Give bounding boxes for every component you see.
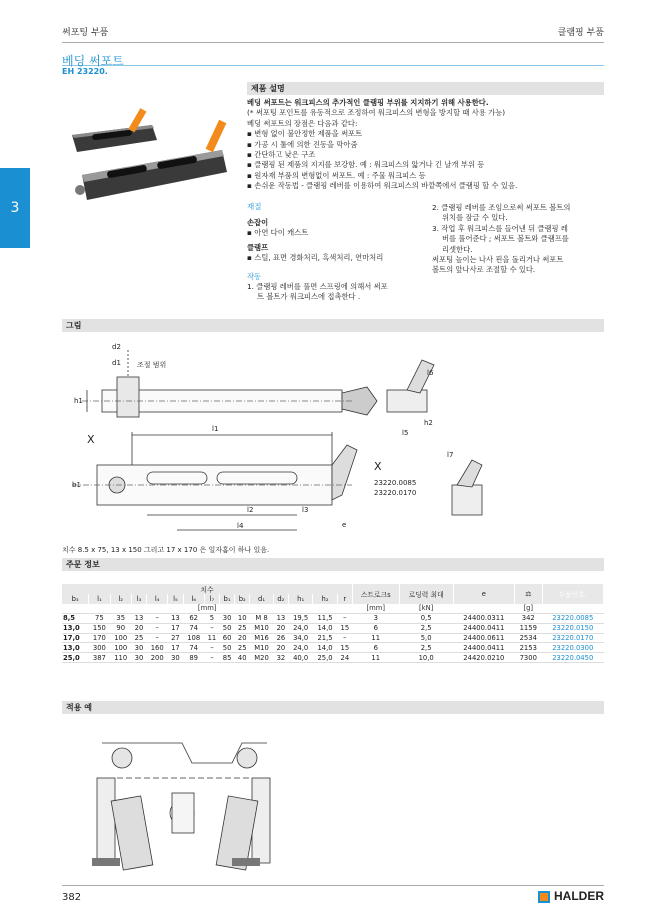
advantage-item: ▪ 가공 시 툴에 의한 진동을 막아줌 — [247, 139, 358, 149]
table-cell: 30 — [220, 614, 235, 624]
description-block — [247, 98, 607, 192]
table-cell: 1159 — [515, 623, 542, 633]
table-cell: 13,0 — [62, 643, 89, 653]
table-cell: 2534 — [515, 633, 542, 643]
table-row — [62, 614, 604, 624]
table-cell: 25,0 — [313, 653, 337, 663]
table-cell: 85 — [220, 653, 235, 663]
table-cell: 25 — [131, 633, 146, 643]
dim-label: l3 — [302, 506, 309, 514]
dim-label: e — [342, 521, 347, 529]
table-cell: 25 — [235, 623, 250, 633]
table-row — [62, 633, 604, 643]
part-number-cell: 23220.0450 — [542, 653, 604, 663]
column-header: b₂ — [235, 594, 250, 604]
table-cell: 13 — [273, 614, 288, 624]
title-underline — [62, 65, 604, 66]
adjust-range-label: 조절 범위 — [137, 361, 167, 369]
dimension-note: 치수 8.5 x 75, 13 x 150 그리고 17 x 170 은 일자홈이 하나 있음. — [62, 546, 270, 554]
advantage-item: ▪ 간단하고 낮은 구조 — [247, 150, 316, 160]
table-cell: – — [204, 643, 219, 653]
column-header: d₁ — [250, 594, 274, 604]
advantage-item: ▪ 변형 없이 불안정한 제품을 써포트 — [247, 129, 363, 139]
table-cell: 17 — [168, 623, 183, 633]
section-bar-order: 주문 정보 — [62, 558, 604, 571]
part-number-cell: 23220.0170 — [542, 633, 604, 643]
operation-line: 3. 작업 후 워크피스를 들어낸 뒤 클램핑 레 — [432, 223, 568, 233]
section-bar-drawing: 그림 — [62, 319, 604, 332]
operation-column — [432, 203, 607, 276]
footer-divider — [62, 885, 604, 886]
dim-label: d1 — [112, 359, 121, 367]
table-cell: 75 — [89, 614, 110, 624]
table-cell: 15 — [337, 623, 352, 633]
table-cell: 3 — [352, 614, 399, 624]
description-lead-note: (* 써포팅 포인트를 유동적으로 조정하여 워크피스의 변형을 방지할 때 사용 가능) — [247, 108, 506, 118]
brand-logo — [538, 889, 604, 903]
operation-line: 위치를 잠글 수 있다. — [442, 213, 508, 223]
dim-label: l2 — [247, 506, 254, 514]
table-cell: – — [204, 623, 219, 633]
table-cell: 170 — [89, 633, 110, 643]
table-cell: 35 — [110, 614, 131, 624]
table-cell: 20 — [235, 633, 250, 643]
table-cell: 5 — [204, 614, 219, 624]
table-cell: 21,5 — [313, 633, 337, 643]
table-cell: 20 — [273, 643, 288, 653]
operation-line: 볼트의 앞나사로 조절할 수 있다. — [432, 265, 536, 275]
units-cell: [kN] — [399, 604, 453, 614]
table-cell: 24,0 — [288, 643, 312, 653]
page-number: 382 — [62, 892, 82, 903]
table-cell: – — [204, 653, 219, 663]
dim-label: l1 — [212, 425, 219, 433]
table-cell: 10,0 — [399, 653, 453, 663]
table-cell: 32 — [273, 653, 288, 663]
table-cell: 2,5 — [399, 643, 453, 653]
column-header: l₆ — [183, 594, 204, 604]
table-cell: 24400.0411 — [453, 623, 514, 633]
table-cell: 11 — [352, 653, 399, 663]
table-cell: M16 — [250, 633, 274, 643]
table-cell: 27 — [168, 633, 183, 643]
table-cell: 24400.0611 — [453, 633, 514, 643]
dim-label: l7 — [447, 451, 454, 459]
table-cell: 160 — [147, 643, 168, 653]
table-cell: 24 — [337, 653, 352, 663]
table-cell: 30 — [168, 653, 183, 663]
operation-line: 2. 클램핑 레버를 조임으로써 써포트 볼트의 — [432, 203, 571, 212]
table-cell: 0,5 — [399, 614, 453, 624]
table-cell: 90 — [110, 623, 131, 633]
load-header: 로딩력 최대 — [399, 584, 453, 604]
table-row — [62, 653, 604, 663]
weight-icon: ⚖ — [515, 584, 542, 604]
column-header: l₁ — [89, 594, 110, 604]
table-cell: 7300 — [515, 653, 542, 663]
table-cell: 14,0 — [313, 623, 337, 633]
table-cell: 20 — [273, 623, 288, 633]
dim-label: b1 — [72, 481, 81, 489]
table-cell: M10 — [250, 623, 274, 633]
application-example-drawing — [62, 718, 292, 883]
dim-label: h2 — [424, 419, 433, 427]
table-cell: 24,0 — [288, 623, 312, 633]
table-cell: – — [337, 633, 352, 643]
table-cell: 89 — [183, 653, 204, 663]
table-cell: 2,5 — [399, 623, 453, 633]
operation-line: 버를 풀어준다 ; 써포트 볼트와 클램프를 — [442, 234, 569, 244]
table-cell: 13 — [168, 614, 183, 624]
table-cell: 6 — [352, 623, 399, 633]
header-divider — [62, 42, 604, 43]
table-cell: 60 — [220, 633, 235, 643]
column-header: l₂ — [110, 594, 131, 604]
table-cell: 24400.0411 — [453, 643, 514, 653]
table-cell: 40,0 — [288, 653, 312, 663]
table-cell: M 8 — [250, 614, 274, 624]
part-number-cell: 23220.0150 — [542, 623, 604, 633]
stroke-header: 스트로크s — [352, 584, 399, 604]
table-cell: 19,5 — [288, 614, 312, 624]
dim-label: h1 — [74, 397, 83, 405]
table-cell: 62 — [183, 614, 204, 624]
table-cell: 30 — [131, 643, 146, 653]
part-number-cell: 23220.0300 — [542, 643, 604, 653]
operation-heading: 작동 — [247, 271, 262, 281]
table-cell: 100 — [110, 643, 131, 653]
dim-label: l6 — [427, 369, 434, 377]
column-header: r — [337, 594, 352, 604]
table-cell: – — [147, 614, 168, 624]
table-cell: 24400.0311 — [453, 614, 514, 624]
table-cell: 387 — [89, 653, 110, 663]
table-cell: 300 — [89, 643, 110, 653]
table-cell: 17,0 — [62, 633, 89, 643]
operation-line: 리셋한다. — [442, 244, 473, 254]
dim-label: l4 — [237, 522, 244, 530]
brand-name: HALDER — [554, 889, 604, 903]
table-cell: 6 — [352, 643, 399, 653]
table-cell: 13 — [131, 614, 146, 624]
part-number-header: 부품번호. — [542, 584, 604, 604]
clamp-title: 클램프 — [247, 242, 269, 252]
product-code: EH 23220. — [62, 67, 108, 76]
chapter-tab: 3 — [0, 168, 30, 248]
description-lead: 베딩 써포트는 워크피스의 추가적인 클램핑 부위를 지지하기 위해 사용한다. — [247, 98, 489, 107]
material-column — [247, 218, 427, 303]
table-cell: 342 — [515, 614, 542, 624]
column-header: l₃ — [131, 594, 146, 604]
table-cell: 100 — [110, 633, 131, 643]
table-cell: 150 — [89, 623, 110, 633]
table-cell: 2153 — [515, 643, 542, 653]
advantage-item: ▪ 클램핑 된 제품의 지지를 보강함. 예 : 워크피스의 앏거나 긴 날개 부위 등 — [247, 160, 485, 170]
table-cell: 11,5 — [313, 614, 337, 624]
table-cell: 26 — [273, 633, 288, 643]
table-cell: 20 — [131, 623, 146, 633]
e-header: e — [453, 584, 514, 604]
handle-material: ▪ 아연 다이 캐스트 — [247, 228, 309, 238]
order-table — [62, 584, 604, 663]
table-cell: 17 — [168, 643, 183, 653]
page-title: 베딩 써포트 — [62, 54, 124, 68]
table-cell: 34,0 — [288, 633, 312, 643]
units-cell: [mm] — [352, 604, 399, 614]
table-cell: 74 — [183, 623, 204, 633]
table-row — [62, 643, 604, 653]
table-cell: M20 — [250, 653, 274, 663]
table-cell: 30 — [131, 653, 146, 663]
column-header: b₃ — [62, 594, 89, 604]
table-cell: 8,5 — [62, 614, 89, 624]
clamp-material: ▪ 스틸, 표면 경화처리, 흑색처리, 연마처리 — [247, 253, 384, 263]
header-category-right: 클램핑 부품 — [557, 28, 604, 38]
table-cell: 74 — [183, 643, 204, 653]
material-heading: 재질 — [247, 202, 262, 211]
table-cell: 15 — [337, 643, 352, 653]
table-cell: 11 — [352, 633, 399, 643]
table-cell: 110 — [110, 653, 131, 663]
operation-step-1: 1. 클램핑 레버를 풀면 스프링에 의해서 써포 — [247, 282, 388, 292]
table-cell: 200 — [147, 653, 168, 663]
table-cell: – — [147, 623, 168, 633]
variant-label-1: 23220.0085 — [374, 479, 417, 487]
table-cell: 14,0 — [313, 643, 337, 653]
table-cell: 50 — [220, 623, 235, 633]
dim-label: d2 — [112, 343, 121, 351]
table-cell: M10 — [250, 643, 274, 653]
dimension-group-header: 치수 — [62, 584, 352, 594]
table-cell: – — [147, 633, 168, 643]
column-header: b₁ — [220, 594, 235, 604]
product-photo — [62, 80, 242, 210]
table-cell: 25,0 — [62, 653, 89, 663]
view-x-label-2: X — [374, 460, 382, 473]
column-header: l₅ — [168, 594, 183, 604]
handle-title: 손잡이 — [247, 218, 269, 227]
table-cell: – — [337, 614, 352, 624]
table-cell: 108 — [183, 633, 204, 643]
part-number-cell: 23220.0085 — [542, 614, 604, 624]
units-cell: [g] — [515, 604, 542, 614]
column-header: l₄ — [147, 594, 168, 604]
advantage-item: ▪ 원자재 부품의 변형없이 써포트. 예 : 주물 워크피스 등 — [247, 170, 426, 180]
dim-label: l5 — [402, 429, 409, 437]
section-bar-description: 제품 설명 — [247, 82, 604, 95]
advantage-item: ▪ 손쉬운 작동법 - 클램핑 레버를 이용하여 워크피스의 바깥쪽에서 클램핑 할 수 있음. — [247, 181, 518, 191]
column-header: l₇ — [204, 594, 219, 604]
table-cell: 40 — [235, 653, 250, 663]
table-cell: 24420.0210 — [453, 653, 514, 663]
column-header: d₂ — [273, 594, 288, 604]
column-header: h₂ — [313, 594, 337, 604]
variant-label-2: 23220.0170 — [374, 489, 417, 497]
operation-step-1-cont: 트 볼트가 워크피스에 접촉한다 . — [257, 292, 361, 302]
header-category-left: 써포팅 부품 — [62, 28, 109, 38]
table-cell: 11 — [204, 633, 219, 643]
column-header: h₁ — [288, 594, 312, 604]
table-cell: 10 — [235, 614, 250, 624]
operation-line: 써포팅 높이는 나사 핀을 돌리거나 써포트 — [432, 255, 564, 265]
table-row — [62, 623, 604, 633]
table-cell: 13,0 — [62, 623, 89, 633]
table-cell: 50 — [220, 643, 235, 653]
table-cell: 25 — [235, 643, 250, 653]
table-cell: 5,0 — [399, 633, 453, 643]
logo-icon — [538, 891, 550, 903]
section-bar-example: 적용 예 — [62, 701, 604, 714]
units-cell: [mm] — [62, 604, 352, 614]
technical-drawing — [62, 335, 607, 540]
view-x-label: X — [87, 433, 95, 446]
description-intro: 베딩 써포트의 장점은 다음과 같다: — [247, 118, 358, 128]
